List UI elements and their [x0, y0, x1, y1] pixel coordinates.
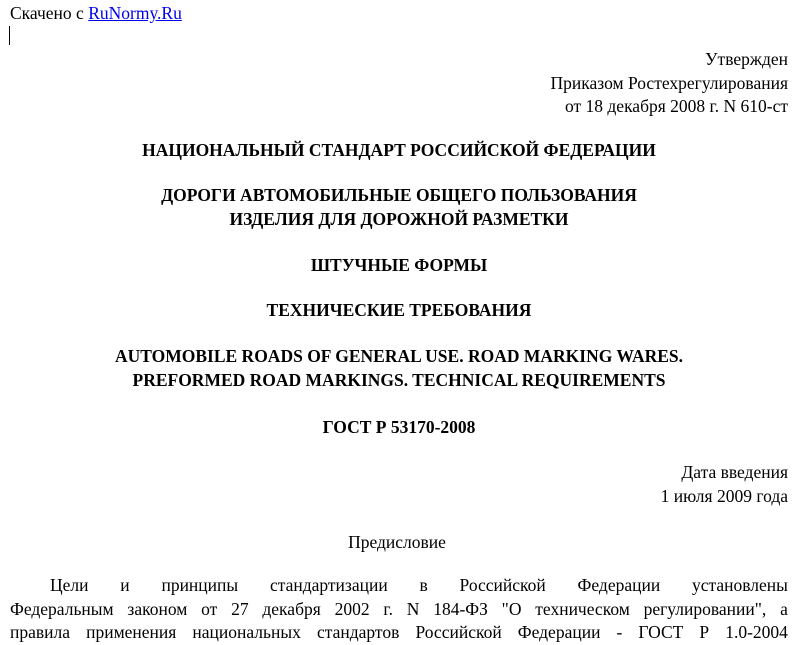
paragraph-word: - [616, 622, 623, 642]
heading-english-line-2: PREFORMED ROAD MARKINGS. TECHNICAL REQUIREMENTS [132, 370, 666, 390]
paragraph-word: Российской [415, 622, 502, 642]
paragraph-word: принципы [161, 575, 239, 595]
source-prefix: Скачено с [10, 3, 84, 23]
heading-roads-line-2: ИЗДЕЛИЯ ДЛЯ ДОРОЖНОЙ РАЗМЕТКИ [229, 209, 569, 229]
approval-line-2: Приказом Ростехрегулирования [550, 72, 788, 93]
paragraph-word: применения [86, 622, 177, 642]
paragraph-word: техническом [535, 598, 630, 619]
heading-national-standard: НАЦИОНАЛЬНЫЙ СТАНДАРТ РОССИЙСКОЙ ФЕДЕРАЦИИ [142, 140, 656, 160]
paragraph-word: 184-ФЗ [433, 598, 488, 619]
heading-roads-line-1: ДОРОГИ АВТОМОБИЛЬНЫЕ ОБЩЕГО ПОЛЬЗОВАНИЯ [161, 185, 637, 205]
paragraph-word: г. [383, 598, 393, 619]
paragraph-word: а [780, 598, 788, 619]
paragraph-word: декабря [262, 598, 321, 619]
paragraph-word: Цели [50, 575, 89, 595]
paragraph-word: стандартов [316, 622, 400, 642]
foreword-title: Предисловие [348, 532, 446, 552]
foreword-line-3 [10, 621, 788, 645]
paragraph-word: законом [127, 598, 188, 619]
introduction-date-value: 1 июля 2009 года [660, 486, 788, 506]
paragraph-word: Федеральным [10, 598, 114, 619]
foreword-line-2 [10, 598, 788, 622]
paragraph-word: в [419, 575, 428, 595]
foreword-line-1 [10, 574, 788, 598]
heading-roads [0, 183, 794, 231]
paragraph-word: 1.0-2004 [725, 622, 788, 642]
heading-gost-number: ГОСТ Р 53170-2008 [322, 417, 476, 437]
paragraph-word: и [120, 575, 130, 595]
text-cursor [9, 26, 10, 45]
heading-english-title [0, 344, 794, 392]
paragraph-word: регулировании", [643, 598, 767, 619]
paragraph-word: стандартизации [269, 575, 388, 595]
paragraph-word: Российской [459, 575, 546, 595]
paragraph-word: "О [501, 598, 522, 619]
paragraph-word: установлены [691, 575, 788, 595]
approval-line-1: Утвержден [705, 49, 788, 69]
paragraph-word: ГОСТ [638, 622, 684, 642]
foreword-paragraph [10, 574, 788, 645]
paragraph-word: N [406, 598, 420, 619]
heading-piece-forms: ШТУЧНЫЕ ФОРМЫ [310, 255, 488, 275]
paragraph-word: от [201, 598, 218, 619]
introduction-date-label: Дата введения [681, 462, 788, 482]
source-link[interactable]: RuNormy.Ru [88, 3, 182, 23]
approval-block [551, 48, 788, 119]
heading-english-line-1: AUTOMOBILE ROADS OF GENERAL USE. ROAD MARKING WARES. [114, 346, 684, 366]
paragraph-word: Федерации [577, 575, 661, 595]
approval-line-3: от 18 декабря 2008 г. N 610-ст [564, 96, 788, 116]
paragraph-word: Федерации [517, 622, 601, 642]
introduction-date-block [661, 460, 788, 508]
paragraph-word: Р [699, 622, 710, 642]
paragraph-word: национальных [192, 622, 301, 642]
source-note [10, 3, 182, 23]
paragraph-word: правила [10, 622, 71, 642]
paragraph-word: 2002 [334, 598, 370, 619]
paragraph-word: 27 [231, 598, 249, 619]
heading-technical-requirements: ТЕХНИЧЕСКИЕ ТРЕБОВАНИЯ [266, 300, 532, 320]
